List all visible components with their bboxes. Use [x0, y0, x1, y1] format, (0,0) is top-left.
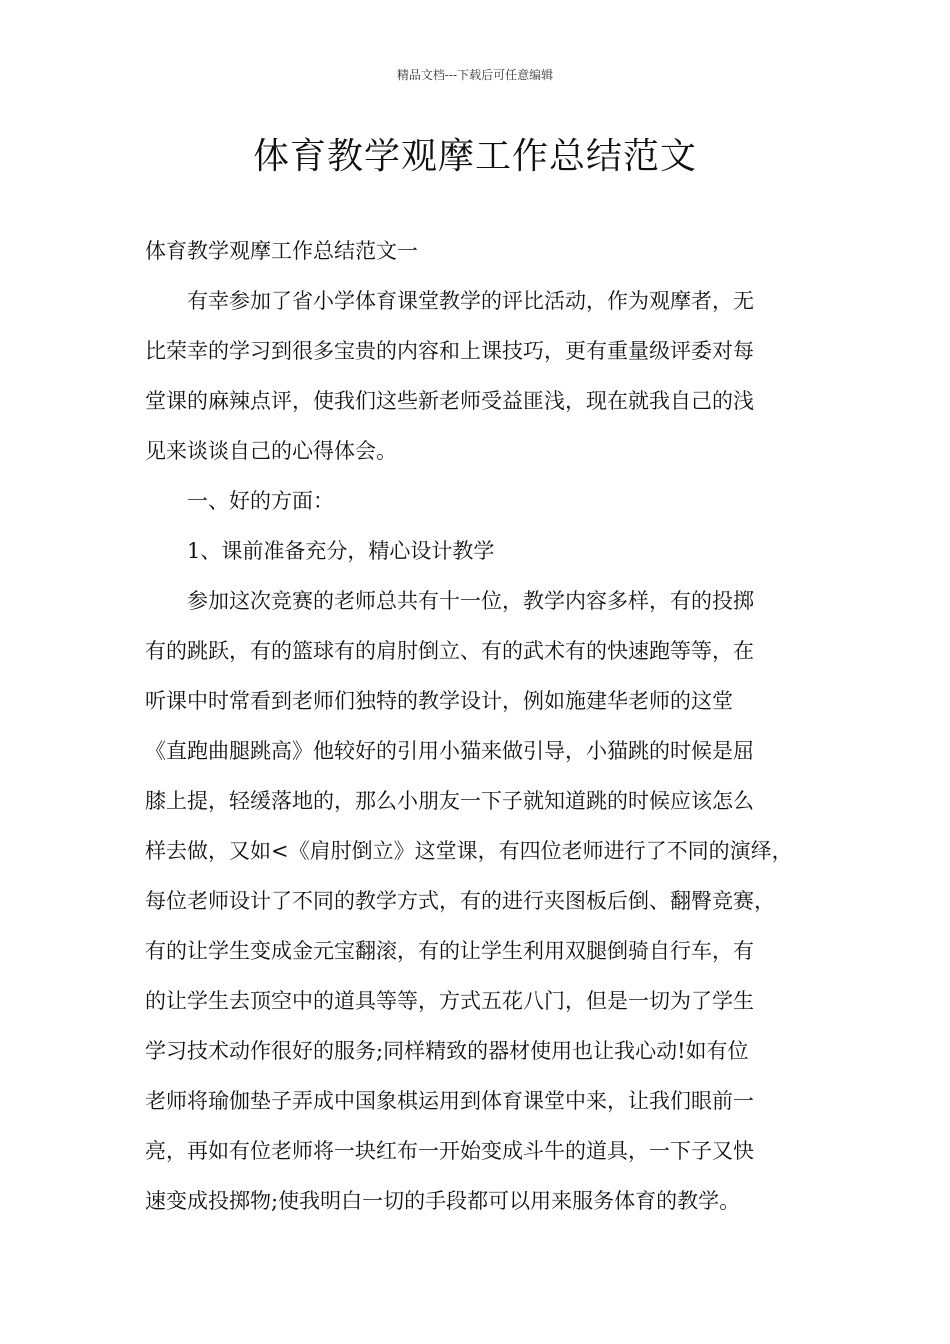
- text-line: 样去做，又如<《肩肘倒立》这堂课，有四位老师进行了不同的演绎，: [145, 839, 793, 863]
- text-line: 1、课前准备充分，精心设计教学: [187, 539, 495, 563]
- text-line: 每位老师设计了不同的教学方式，有的进行夹图板后倒、翻臀竞赛，: [145, 889, 775, 913]
- text-line: 堂课的麻辣点评，使我们这些新老师受益匪浅，现在就我自己的浅: [145, 389, 754, 413]
- text-line: 学习技术动作很好的服务;同样精致的器材使用也让我心动!如有位: [145, 1039, 749, 1063]
- text-line: 亮，再如有位老师将一块红布一开始变成斗牛的道具，一下子又快: [145, 1139, 754, 1163]
- text-line: 体育教学观摩工作总结范文一: [145, 239, 418, 263]
- text-line: 一、好的方面：: [187, 489, 334, 513]
- header-note: 精品文档---下载后可任意编辑: [396, 68, 554, 82]
- text-line: 速变成投掷物;使我明白一切的手段都可以用来服务体育的教学。: [145, 1189, 741, 1213]
- text-line: 膝上提，轻缓落地的，那么小朋友一下子就知道跳的时候应该怎么: [145, 789, 754, 813]
- text-line: 《直跑曲腿跳高》他较好的引用小猫来做引导，小猫跳的时候是屈: [145, 739, 754, 763]
- text-line: 有的跳跃，有的篮球有的肩肘倒立、有的武术有的快速跑等等，在: [145, 639, 754, 663]
- text-line: 听课中时常看到老师们独特的教学设计，例如施建华老师的这堂: [145, 689, 733, 713]
- text-line: 有幸参加了省小学体育课堂教学的评比活动，作为观摩者，无: [187, 289, 754, 313]
- document-body: [145, 234, 820, 1234]
- text-line: 见来谈谈自己的心得体会。: [145, 439, 397, 463]
- text-line: 老师将瑜伽垫子弄成中国象棋运用到体育课堂中来，让我们眼前一: [145, 1089, 754, 1113]
- text-line: 比荣幸的学习到很多宝贵的内容和上课技巧，更有重量级评委对每: [145, 339, 754, 363]
- text-line: 的让学生去顶空中的道具等等，方式五花八门，但是一切为了学生: [145, 989, 754, 1013]
- text-line: 参加这次竞赛的老师总共有十一位，教学内容多样，有的投掷: [187, 589, 754, 613]
- text-line: 有的让学生变成金元宝翻滚，有的让学生利用双腿倒骑自行车，有: [145, 939, 754, 963]
- document-title: 体育教学观摩工作总结范文: [252, 136, 697, 177]
